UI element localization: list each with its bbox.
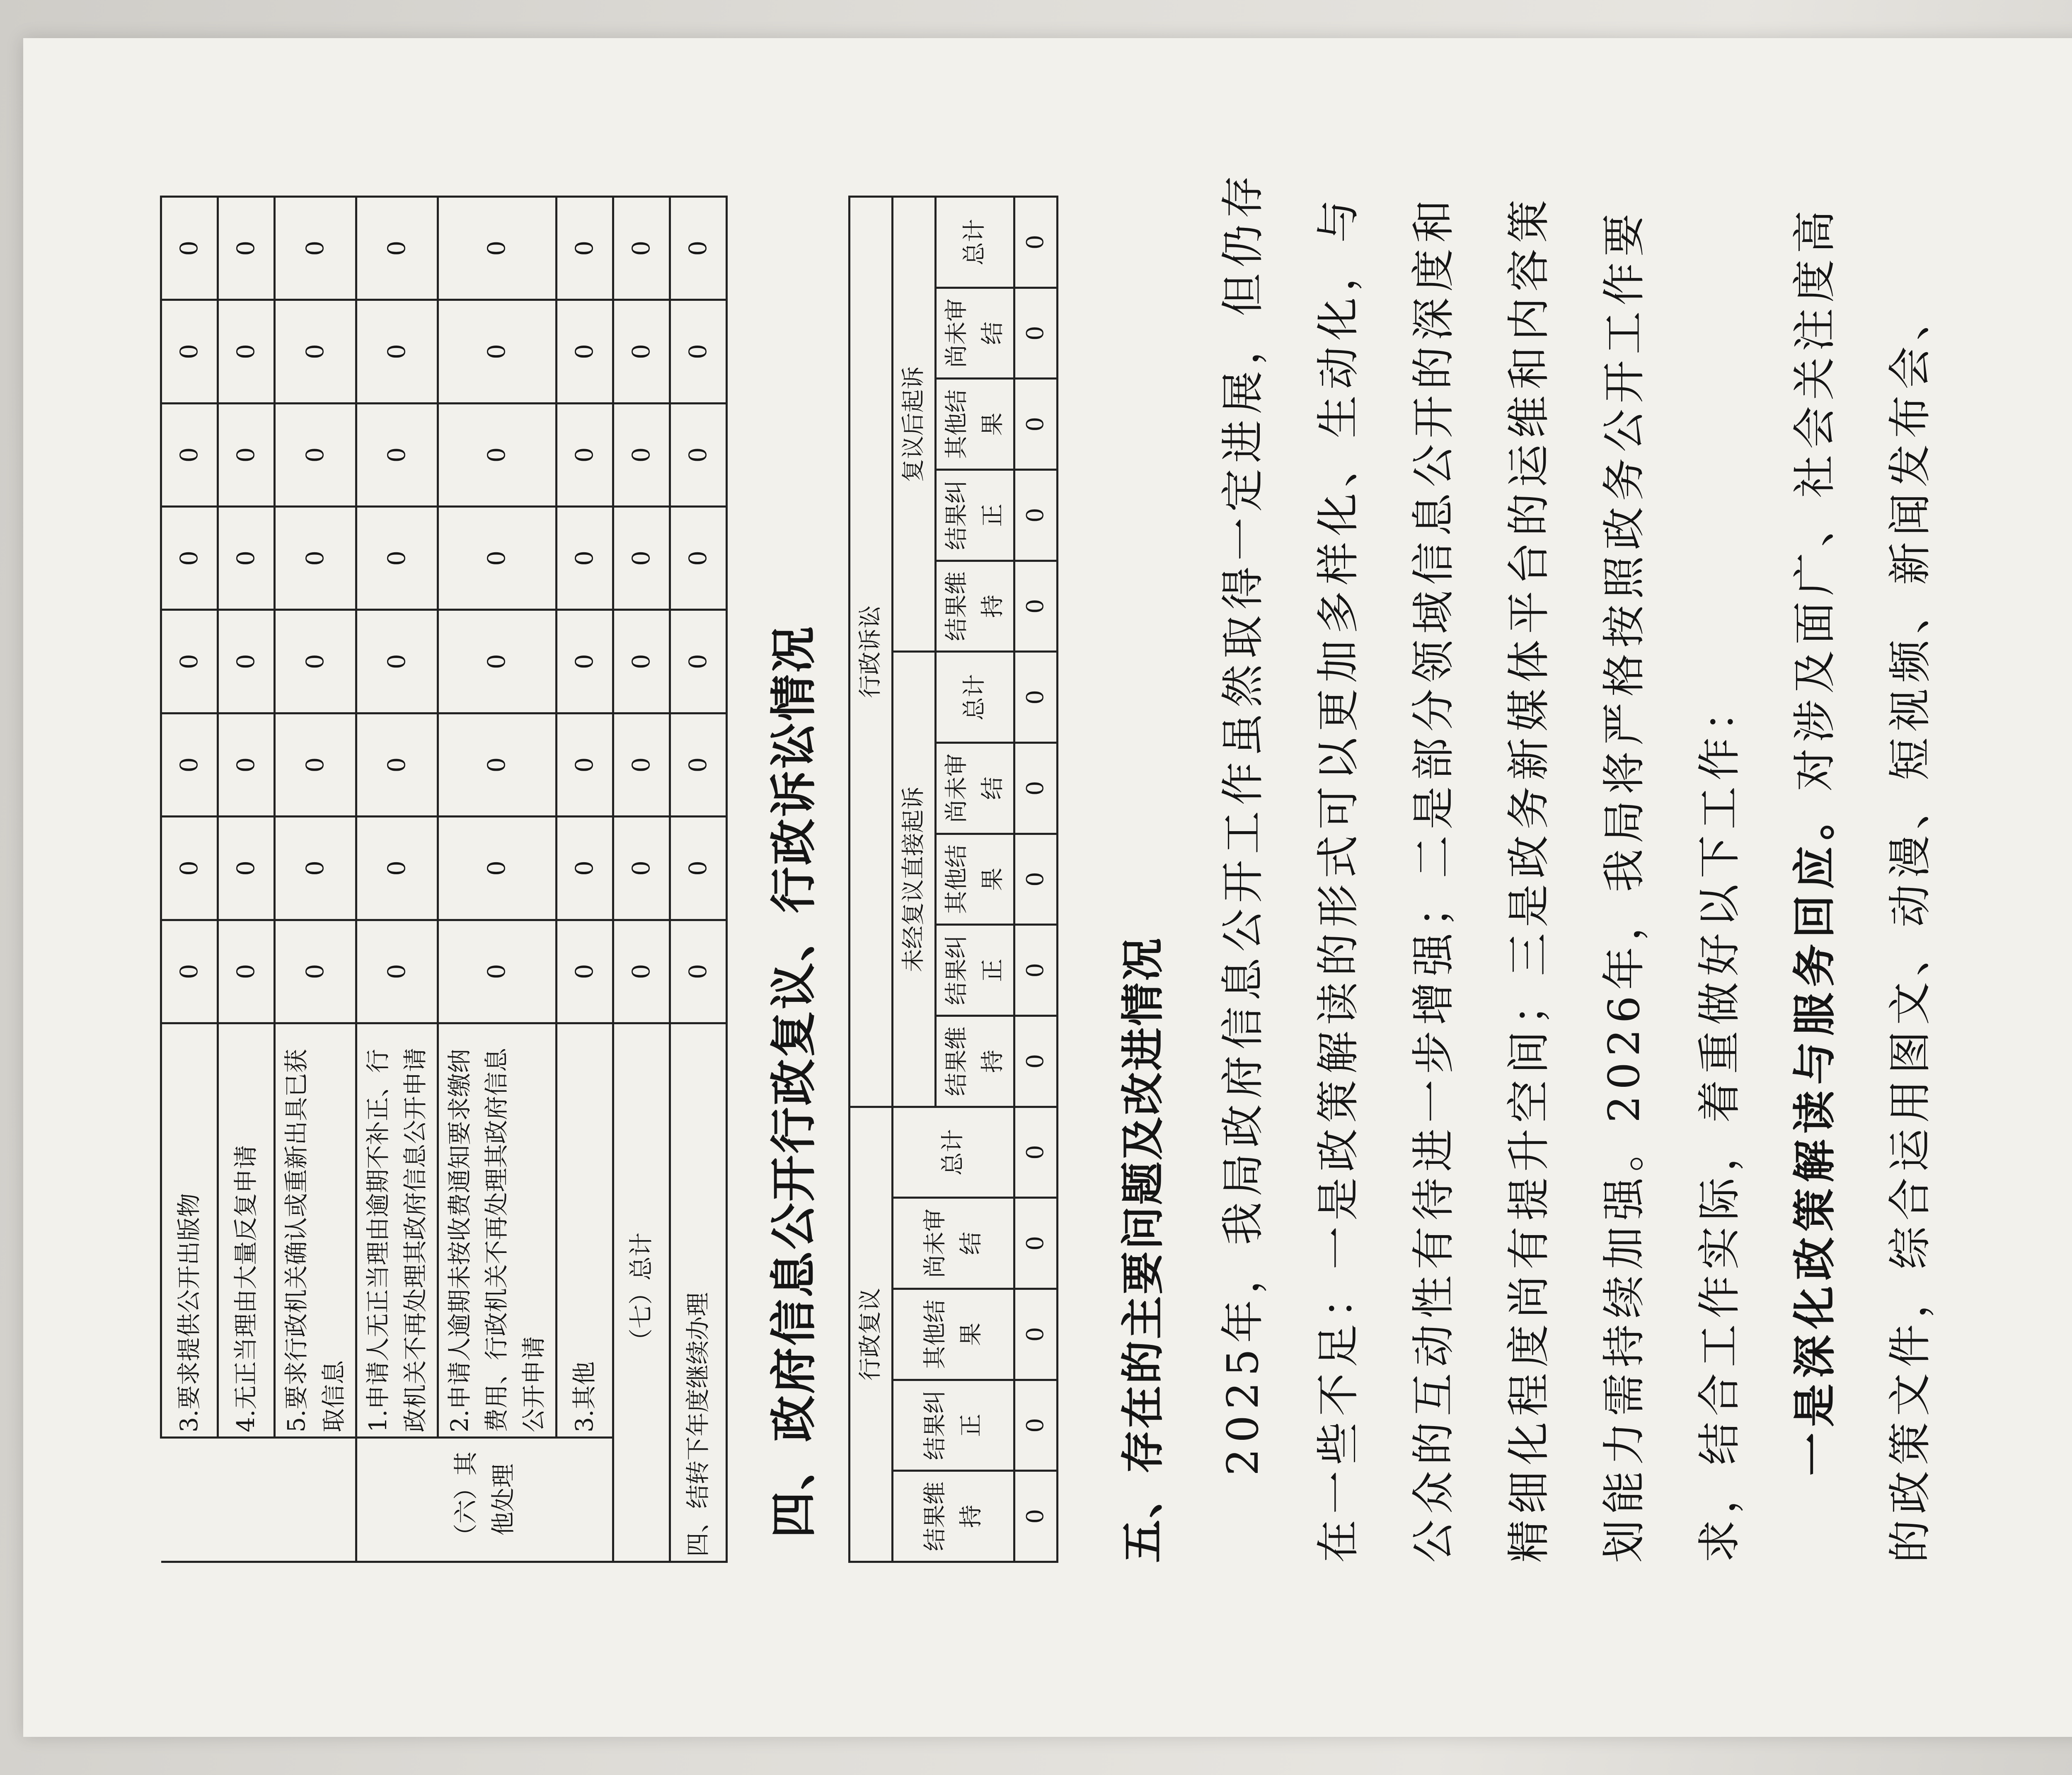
- table-row: 结果维持 结果纠正 其他结果 尚未审结 总计 未经复议直接起诉 复议后起诉: [893, 197, 936, 1562]
- table-row: 2.申请人逾期未按收费通知要求缴纳费用、行政机关不再处理其政府信息公开申请 0 0 0 0 0 0 0 0: [438, 197, 557, 1562]
- section4-heading: 四、政府信息公开行政复议、行政诉讼情况: [767, 625, 821, 1538]
- paragraph: [1767, 162, 1958, 1563]
- paragraph-text: 对涉及面广、社会关注度高的政策文件，综合运用图文、动漫、短视频、新闻发布会、: [1789, 204, 1936, 1563]
- section5-heading: 五、存在的主要问题及改进情况: [1118, 936, 1169, 1563]
- table-row: （六）其他处理 1.申请人无正当理由逾期不补正、行政机关不再处理其政府信息公开申请 0 0 0 0 0 0 0 0: [356, 197, 438, 1562]
- table-row: 四、结转下年度继续办理 0 0 0 0 0 0 0 0: [670, 197, 727, 1562]
- table-row: 3.要求提供公开出版物 0 0 0 0 0 0 0 0: [161, 197, 218, 1562]
- table-row: 3.其他 0 0 0 0 0 0 0 0: [557, 197, 613, 1562]
- review-litigation-table: [848, 196, 1058, 1563]
- table-row: 0 0 0 0 0 0 0 0 0 0 0 0 0 0 0: [1014, 197, 1058, 1562]
- table-row: 4.无正当理由大量反复申请 0 0 0 0 0 0 0 0: [218, 197, 275, 1562]
- paragraph: 2025年，我局政府信息公开工作虽然取得一定进展，但仍存在一些不足：一是政策解读的形式可以更加多样化、生动化，与公众的互动性有待进一步增强；二是部分领域信息公开的深度和精细化程度尚有提升空间；三是政务新媒体平台的运维和内容策划能力需持续加强。2026年，我局将严格按照政务公开工作要求，结合工作实际，着重做好以下工作：: [1218, 169, 1745, 1563]
- bold-lead: 一是深化政策解读与服务回应。: [1789, 791, 1840, 1476]
- table-row: 行政复议 行政诉讼: [850, 197, 893, 1562]
- table-row: 5.要求行政机关确认或重新出具已获取信息 0 0 0 0 0 0 0 0: [275, 197, 356, 1562]
- table-row: 结果维持 结果纠正 其他结果 尚未审结 总计 结果维持 结果纠正 其他结果 尚未审结 总计: [935, 197, 1014, 1562]
- table-row: （七）总计 0 0 0 0 0 0 0 0: [613, 197, 670, 1562]
- document-page: [23, 38, 2072, 1737]
- disposal-table: [160, 196, 728, 1563]
